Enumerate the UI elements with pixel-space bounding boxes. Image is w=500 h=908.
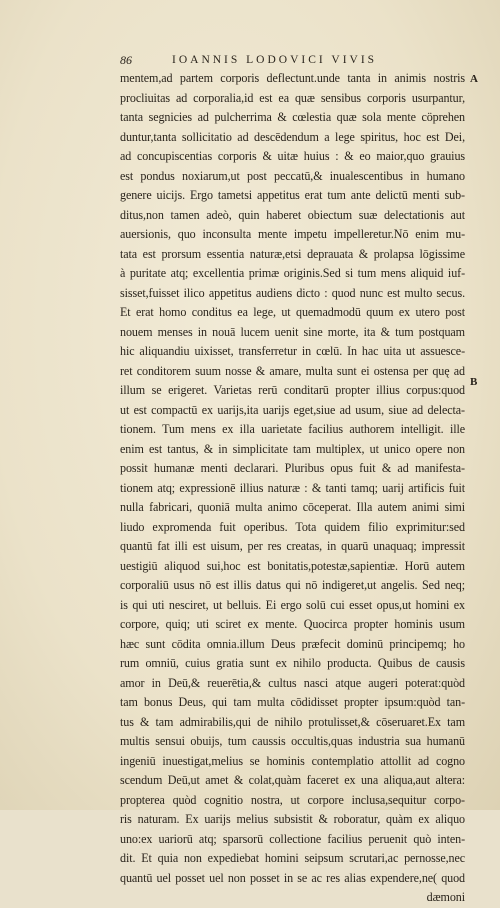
text-line: dæmoni (426, 890, 465, 904)
text-line: est pondus noxiarum,ut post peccatū,& inualescentibus in humano (120, 168, 465, 183)
text-line: duntur,tanta sollicitatio ad descēdendum a lege spiritus, hoc est Dei, (120, 129, 465, 144)
text-line: uno:ex uariorū atq; sparsorū collectione facilius peruenit quò inten- (120, 831, 465, 846)
text-line: ditus,non tamen adeò, quin haberet obiectum suæ delectationis aut (120, 207, 465, 222)
text-line: ad concupiscentias corporis & uitæ huius : & eo maior,quo grauius (120, 149, 465, 163)
text-line: corporaliū usus nō est illis datus qui nō indigeret,ut angelis. Sed neq; (120, 578, 465, 592)
margin-marker-a: A (470, 73, 478, 85)
text-line: tionem. Tum mens ex illa uarietate facilius authorem intelligit. ille (120, 422, 465, 436)
text-line: procliuitas ad corporalia,id est ea quæ sensibus corporis usurpantur, (120, 90, 465, 105)
text-line: ret conditorem suum nosse & amare, multa sunt ei ostensa per quę ad (120, 363, 465, 378)
text-line: quantū fat illi est uisum, per res creatas, in quarū unaquaq; impressit (120, 539, 465, 553)
text-line: ris naturam. Ex uarijs melius subsistit & roboratur, quàm ex aliquo (120, 812, 465, 826)
text-line: ut est compactū ex uarijs,ita uarijs eget,siue ad usum, siue ad delecta- (120, 402, 465, 417)
text-line: liudo expromenda fuit operibus. Tota quidem filio exprimitur:sed (120, 519, 465, 534)
text-line: amor in Deū,& reuerētia,& cultus nasci atque augeri poterat:quòd (120, 675, 465, 690)
text-line: dit. Et quia non expediebat homini seipsum scrutari,ac pernosse,nec (120, 851, 465, 865)
text-line: tanta segnicies ad pulcherrima & cœlestia quæ sola mente cöprehen (120, 110, 465, 124)
text-line: illum se erigeret. Varietas rerū conditarū propter illius corpus:quod (120, 383, 465, 397)
text-line: is qui uti nesciret, ut belluis. Ei ergo solū cui esset opus,ut homini ex (120, 597, 465, 612)
text-line: possit humanæ menti declarari. Pluribus opus fuit & ad manifesta- (120, 461, 465, 475)
text-line: uestigiū aliquod sui,hoc est bonitatis,potestæ,sapientiæ. Horū autem (120, 558, 465, 573)
body-text (120, 69, 465, 908)
text-line: à puritate atq; excellentia primæ originis.Sed si tum mens aliquid iuf- (120, 266, 465, 280)
text-line: rum omniū, cuius gratia sunt ex nihilo producta. Quibus de causis (120, 656, 465, 670)
text-line: genere uicijs. Ergo tametsi appetitus erat tum ante delictū menti sub- (120, 188, 465, 202)
text-line: scendum Deū,ut amet & colat,quàm faceret ex una aliqua,aut altera: (120, 773, 465, 787)
text-line: propterea quòd cognitio nostra, ut corpore inclusa,sequitur corpo- (120, 792, 465, 807)
text-line: hæc sunt cōdita omnia.illum Deus præfecit dominū principemq; ho (120, 636, 465, 651)
text-line: ingeniū inuestigat,melius se hominis contemplatio attollit ad cogno (120, 753, 465, 768)
text-line: multis sensui obuijs, tum caussis occultis,quas industria sua humanū (120, 734, 465, 748)
text-line: nulla fabricari, quoniā multa animo cōceperat. Illa autem animi simi (120, 500, 465, 514)
running-title: IOANNIS LODOVICI VIVIS (172, 54, 378, 66)
text-line: tata est prorsum essentia naturæ,etsi deprauata & prolapsa lōgissime (120, 246, 465, 261)
text-line: nouem menses in nouā lucem uenit sine morte, ita & tum postquam (120, 324, 465, 339)
text-line: tam bonus Deus, qui tam multa cōdidisset propter ipsum:quòd tan- (120, 695, 465, 709)
folio-number: 86 (120, 53, 132, 67)
text-line: tionem atq; expressionē illius naturæ : & tanti tamq; uarij artificis fuit (120, 480, 465, 495)
text-line: auersionis, quo inconsulta mente impetu impelleretur.Nō enim mu- (120, 227, 465, 241)
text-line: sisset,fuisset ilico appetitus audiens dicto : quod nunc est multo secus. (120, 285, 465, 300)
margin-marker-b: B (470, 376, 478, 388)
text-line: quantū uel posset uel non posset in se ac res alias expendere,ne( quod (120, 870, 465, 885)
text-line: mentem,ad partem corporis deflectunt.unde tanta in animis nostris (120, 71, 465, 85)
text-line: enim est tantus, & in simplicitate tam multiplex, ut unico opere non (120, 441, 465, 456)
text-line: hic aliquandiu uixisset, transferretur in cœlū. In hac uita ut assuesce- (120, 344, 465, 358)
text-line: Et erat homo conditus ea lege, ut quemadmodū quum ex utero post (120, 305, 465, 319)
text-line: corpore, quiq; uti sciret ex mente. Quocirca propter hominis usum (120, 617, 465, 631)
text-line: tus & tam admirabilis,qui de nihilo protulisset,& cōseruaret.Ex tam (120, 714, 465, 729)
